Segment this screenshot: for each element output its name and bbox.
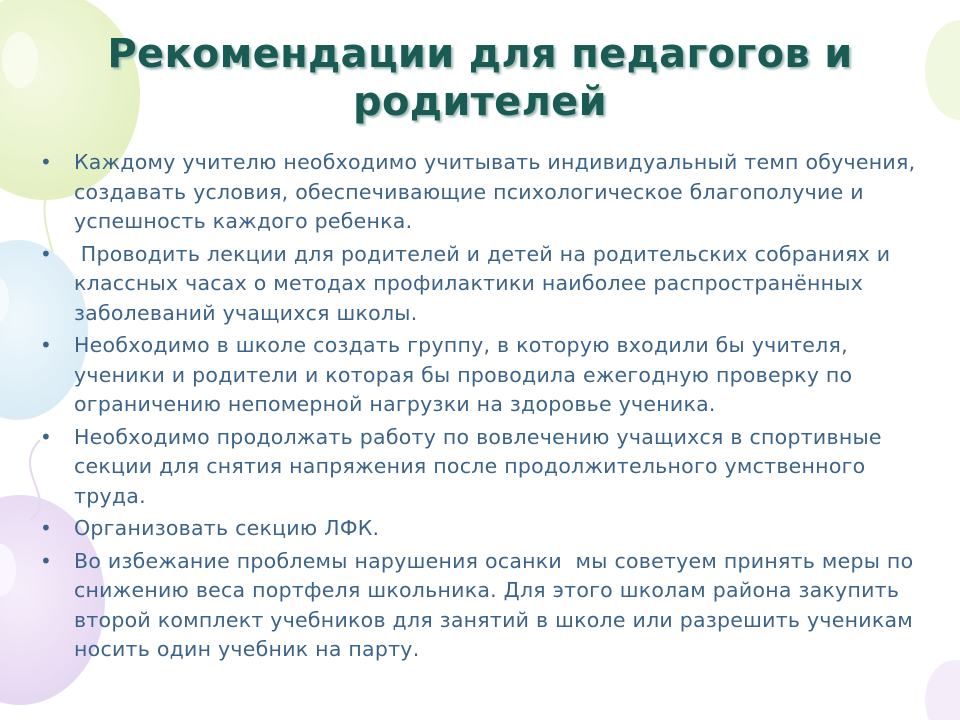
list-item: [38, 240, 923, 329]
bullet-icon: •: [40, 424, 53, 449]
list-item: [38, 148, 923, 237]
list-item: [38, 331, 923, 420]
bullet-icon: •: [40, 150, 53, 174]
bullet-icon: •: [40, 333, 53, 357]
slide-title: Рекомендации для педагогов и родителей: [107, 31, 853, 125]
bullet-icon: •: [40, 516, 53, 540]
list-item-text: Необходимо продолжать работу по вовлечению учащихся в спортивные секции для снятия напряжения после продолжительного умственного труда.: [74, 424, 882, 508]
bullet-icon: •: [40, 241, 53, 266]
list-item-text: Необходимо в школе создать группу, в которую входили бы учителя, ученики и родители и которая бы проводила ежегодную проверку по ограничению непомерной нагрузки на здоровье ученика.: [74, 333, 853, 416]
recommendations-list: [38, 148, 923, 668]
list-item: [38, 514, 923, 544]
list-item: [38, 547, 923, 665]
list-item: [38, 423, 923, 512]
list-item-text: Каждому учителю необходимо учитывать индивидуальный темп обучения, создавать условия, обеспечивающие психологическое благополучие и успешность каждого ребенка.: [74, 150, 916, 233]
list-item-text: Проводить лекции для родителей и детей на родительских собраниях и классных часах о методах профилактики наиболее распространённых заболеваний учащихся школы.: [74, 241, 898, 325]
list-item-text: Организовать секцию ЛФК.: [74, 516, 380, 540]
list-item-text: Во избежание проблемы нарушения осанки мы советуем принять меры по снижению веса портфеля школьника. Для этого школам района закупить второй комплект учебников для занятий в школе или разрешить ученикам носить один учебник на парту.: [74, 548, 921, 661]
bullet-icon: •: [40, 548, 53, 573]
